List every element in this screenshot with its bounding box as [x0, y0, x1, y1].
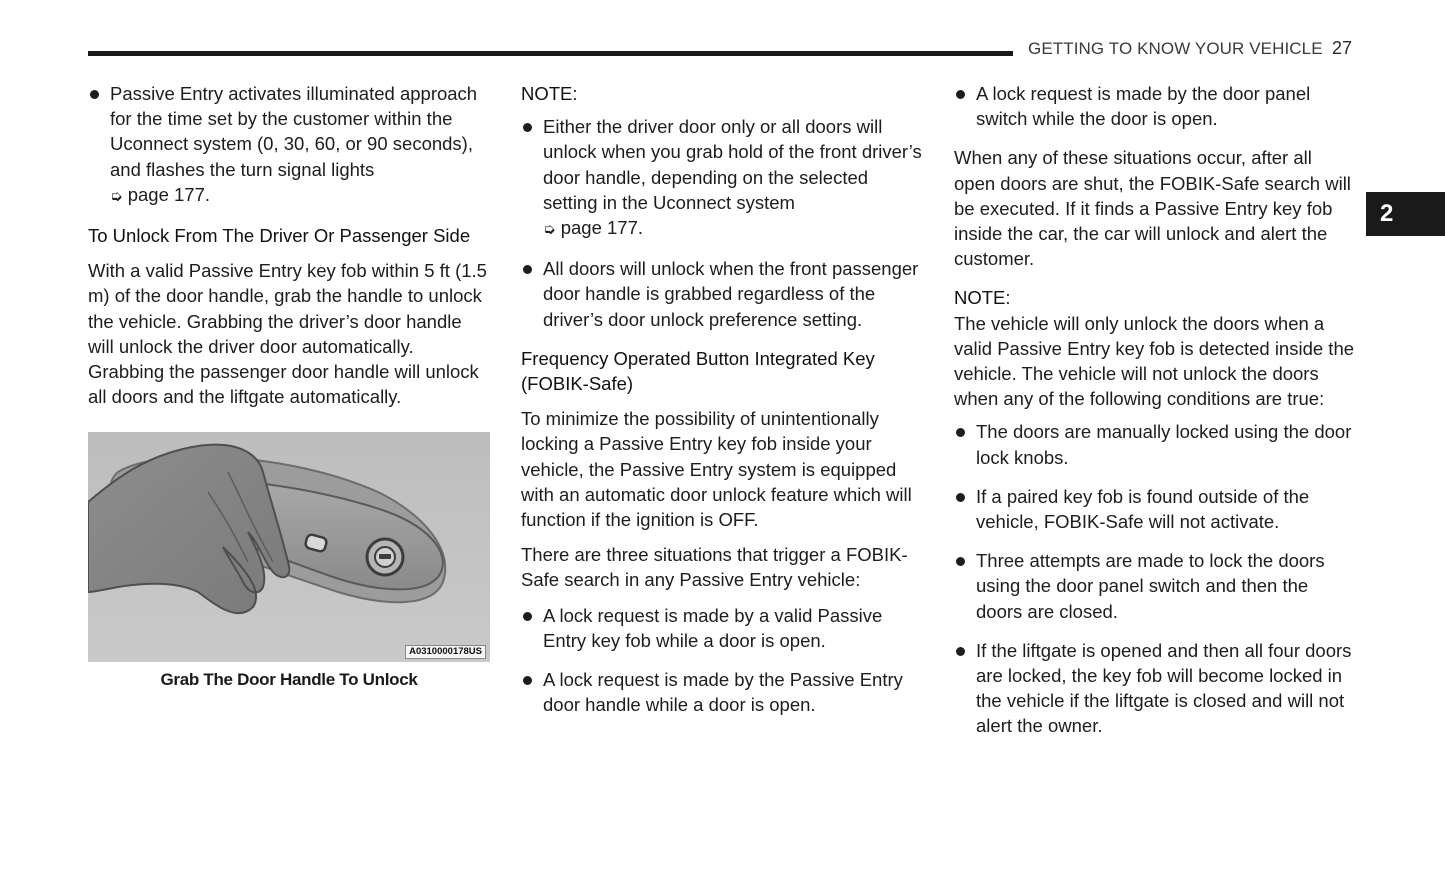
- section-heading: To Unlock From The Driver Or Passenger Side: [88, 225, 471, 247]
- list-item: [521, 114, 926, 242]
- door-handle-drawing: [88, 432, 490, 662]
- page-number: 27: [1332, 38, 1353, 58]
- paragraph: There are three situations that trigger a FOBIK-Safe search in any Passive Entry vehicle:: [521, 544, 908, 591]
- note-label: NOTE:: [521, 83, 578, 104]
- figure-id: A0310000178US: [405, 645, 486, 659]
- paragraph: To minimize the possibility of unintentionally locking a Passive Entry key fob inside your vehicle, the Passive Entry system is equipped with an automatic door unlock feature which will function if the ignition is OFF.: [521, 408, 912, 531]
- paragraph: With a valid Passive Entry key fob within 5 ft (1.5 m) of the door handle, grab the handle to unlock the vehicle. Grabbing the driver’s door handle will unlock the driver door automatically. Grabbing the passenger door handle will unlock all doors and the liftgate automatically.: [88, 260, 487, 408]
- header-rule: [88, 51, 1013, 56]
- list-item: If a paired key fob is found outside of the vehicle, FOBIK-Safe will not activate.: [954, 484, 1356, 534]
- chapter-tab[interactable]: [1366, 192, 1445, 236]
- list-item: A lock request is made by a valid Passive Entry key fob while a door is open.: [521, 603, 926, 653]
- note-text: The vehicle will only unlock the doors when a valid Passive Entry key fob is detected inside the vehicle. The vehicle will not unlock the doors when any of the following conditions are true:: [954, 312, 1355, 410]
- list-item: If the liftgate is opened and then all four doors are locked, the key fob will become locked in the vehicle if the liftgate is closed and will not alert the owner.: [954, 638, 1356, 739]
- column-1: [88, 81, 492, 409]
- page-reference-label: page 177.: [560, 217, 644, 239]
- page-reference[interactable]: [543, 217, 643, 238]
- arrow-right-icon: ➭: [110, 187, 123, 205]
- page-reference[interactable]: [110, 184, 210, 205]
- section-title: GETTING TO KNOW YOUR VEHICLE: [1028, 39, 1323, 58]
- bullet-text: Passive Entry activates illuminated approach for the time set by the customer within the Uconnect system (0, 30, 60, or 90 seconds), and flashes the turn signal lights: [110, 83, 478, 180]
- section-heading: Frequency Operated Button Integrated Key (FOBIK-Safe): [521, 347, 875, 395]
- door-handle-illustration: [88, 432, 490, 662]
- paragraph: When any of these situations occur, after all open doors are shut, the FOBIK-Safe search will be executed. If it finds a Passive Entry key fob inside the car, the car will unlock and alert the customer.: [954, 147, 1351, 270]
- column-3: [954, 81, 1356, 739]
- chapter-number: 2: [1380, 200, 1394, 227]
- note-label: NOTE:: [954, 287, 1011, 309]
- list-item: A lock request is made by the Passive Entry door handle while a door is open.: [521, 667, 926, 717]
- list-item: [88, 81, 492, 209]
- bullet-text: Either the driver door only or all doors will unlock when you grab hold of the front driver’s door handle, depending on the selected setting in the Uconnect system: [543, 116, 922, 213]
- column-2: [521, 81, 926, 717]
- page-reference-label: page 177.: [127, 183, 211, 205]
- list-item: Three attempts are made to lock the doors using the door panel switch and then the doors are closed.: [954, 548, 1356, 624]
- list-item: The doors are manually locked using the door lock knobs.: [954, 419, 1356, 469]
- list-item: All doors will unlock when the front passenger door handle is grabbed regardless of the driver’s door unlock preference setting.: [521, 256, 926, 332]
- arrow-right-icon: ➭: [543, 221, 556, 239]
- list-item: A lock request is made by the door panel switch while the door is open.: [954, 81, 1356, 131]
- figure-caption: Grab The Door Handle To Unlock: [160, 670, 418, 689]
